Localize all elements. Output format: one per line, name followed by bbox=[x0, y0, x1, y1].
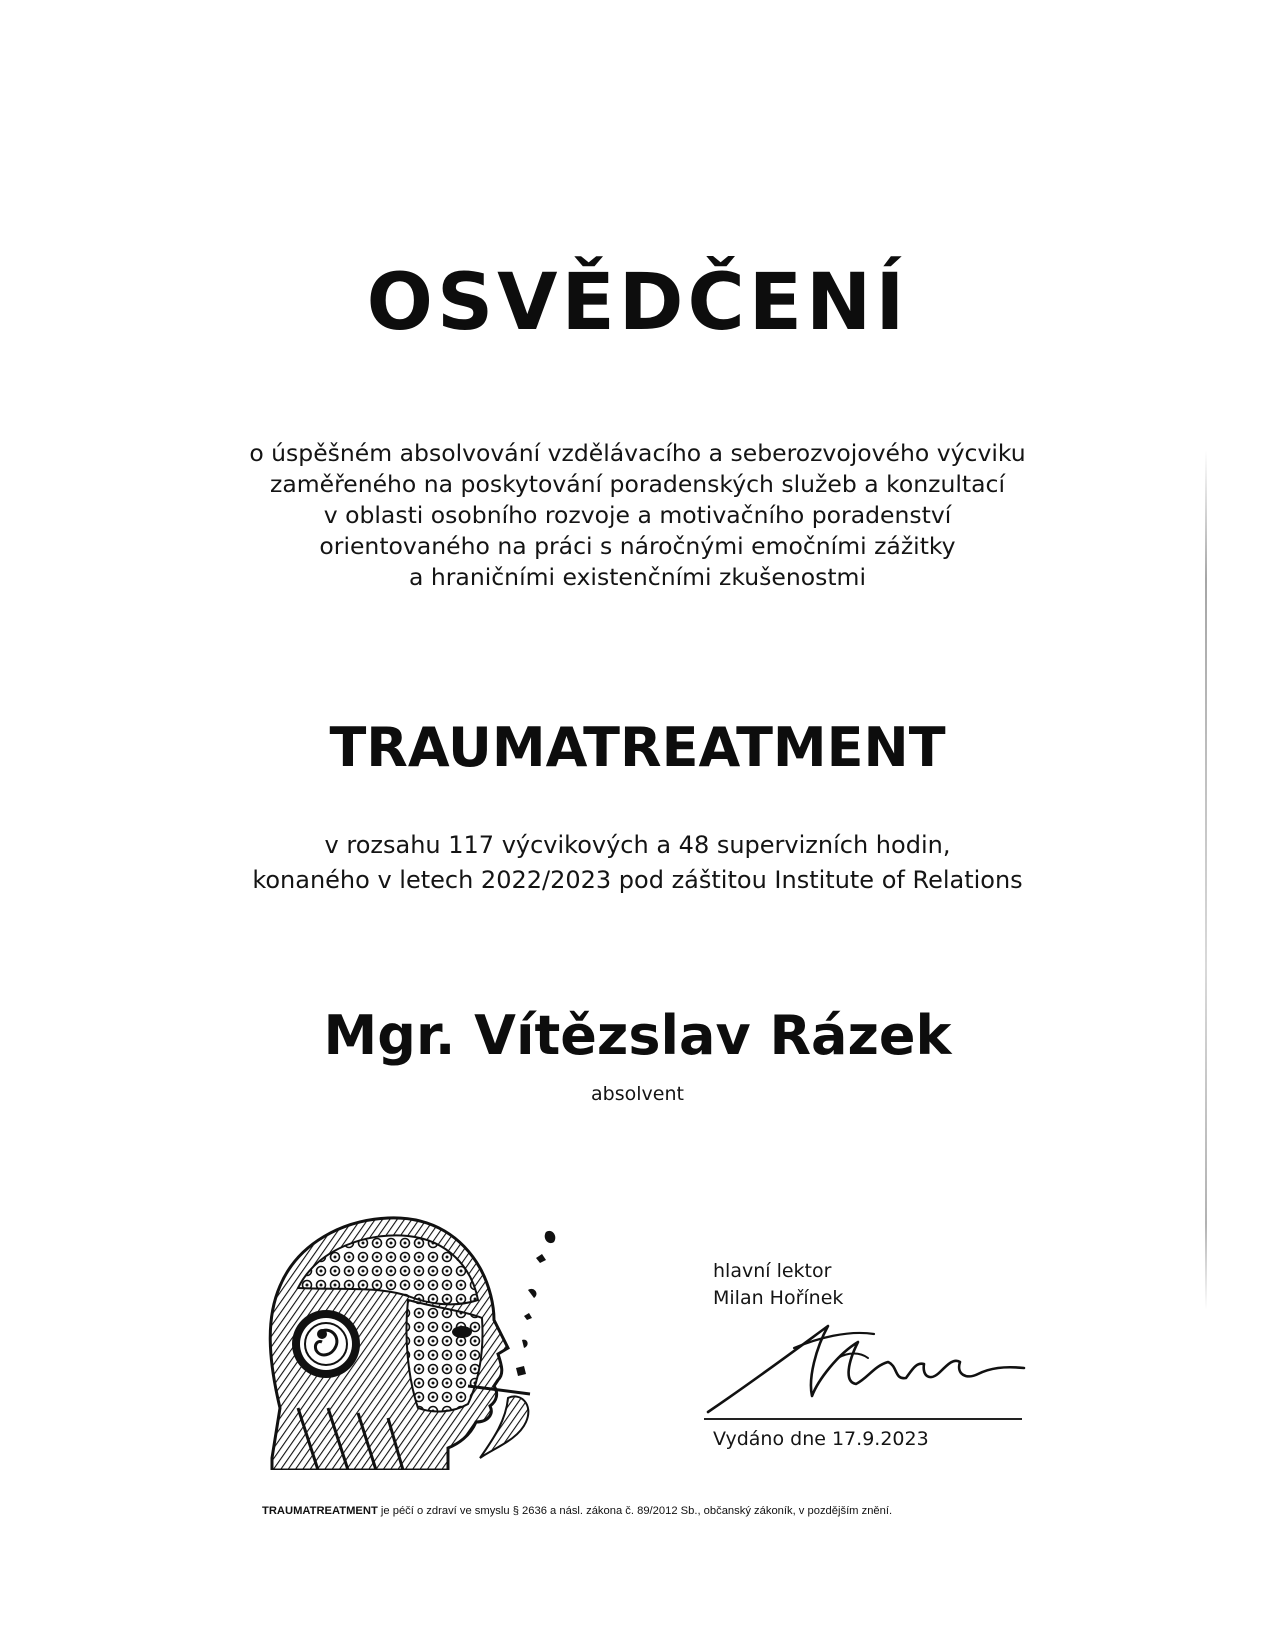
intro-line: zaměřeného na poskytování poradenských služeb a konzultací bbox=[270, 470, 1005, 498]
intro-line: orientovaného na práci s náročnými emočními zážitky bbox=[319, 532, 956, 560]
program-name: TRAUMATREATMENT bbox=[329, 716, 946, 779]
certificate-title: OSVĚDČENÍ bbox=[366, 258, 909, 348]
scope-line: v rozsahu 117 výcvikových a 48 supervizních hodin, bbox=[324, 831, 951, 859]
program-scope bbox=[0, 828, 1275, 898]
handwritten-signature-icon bbox=[698, 1318, 1028, 1418]
lecturer-name: Milan Hořínek bbox=[713, 1287, 844, 1309]
scope-line: konaného v letech 2022/2023 pod záštitou Institute of Relations bbox=[252, 866, 1023, 894]
signature-line bbox=[704, 1418, 1022, 1420]
lecturer-role: hlavní lektor bbox=[713, 1260, 832, 1282]
footnote-brand: TRAUMATREATMENT bbox=[262, 1505, 378, 1517]
footnote-text: je péčí o zdraví ve smyslu § 2636 a násl. zákona č. 89/2012 Sb., občanský zákoník, v pozdějším znění. bbox=[377, 1505, 893, 1517]
intro-line: v oblasti osobního rozvoje a motivačního poradenství bbox=[323, 501, 952, 529]
graduate-role: absolvent bbox=[591, 1083, 684, 1105]
certificate-intro bbox=[0, 438, 1275, 593]
intro-line: a hraničními existenčními zkušenostmi bbox=[409, 563, 866, 591]
intro-line: o úspěšném absolvování vzdělávacího a seberozvojového výcviku bbox=[249, 439, 1026, 467]
legal-footnote bbox=[262, 1505, 892, 1517]
human-head-profile-illustration-icon bbox=[258, 1208, 598, 1470]
issue-date: Vydáno dne 17.9.2023 bbox=[713, 1428, 929, 1450]
graduate-name: Mgr. Vítězslav Rázek bbox=[323, 1004, 952, 1067]
